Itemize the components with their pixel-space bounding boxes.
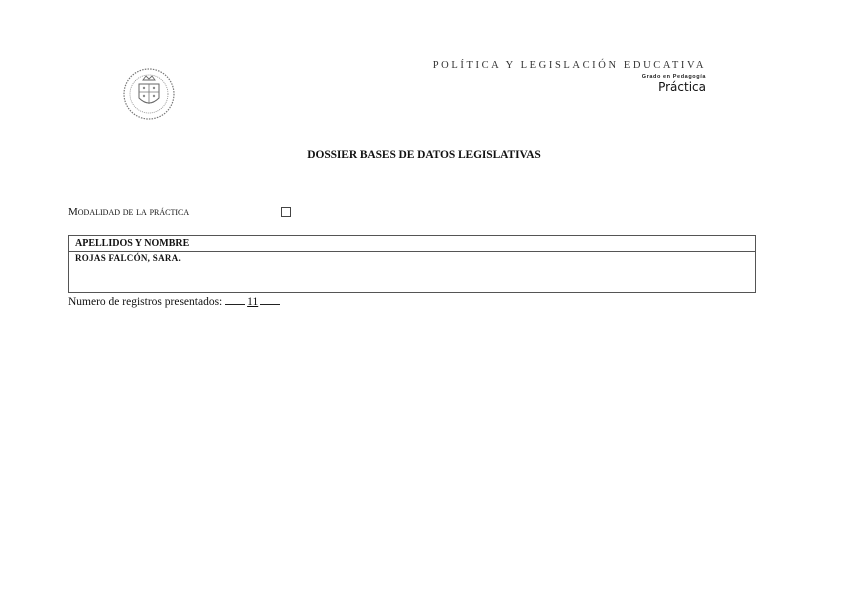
records-value: 11 (247, 296, 259, 308)
subtitle: Práctica (658, 80, 706, 94)
course-title: POLÍTICA Y LEGISLACIÓN EDUCATIVA (432, 60, 706, 71)
degree-label: Grado en Pedagogía (641, 74, 706, 80)
records-line (68, 294, 280, 308)
modality-checkbox[interactable] (281, 207, 291, 217)
table-header: APELLIDOS Y NOMBRE (69, 236, 755, 252)
modality-label (68, 206, 189, 218)
university-seal-logo (122, 66, 176, 122)
student-name-value: ROJAS FALCÓN, SARA. (75, 253, 182, 263)
modality-label-text: Modalidad de la práctica (68, 206, 190, 218)
records-blank-right (260, 294, 280, 305)
header-block (433, 60, 706, 94)
records-blank-left (225, 294, 245, 305)
records-label: Numero de registros presentados: (68, 296, 223, 308)
student-name-table (68, 235, 756, 293)
document-title: DOSSIER BASES DE DATOS LEGISLATIVAS (307, 149, 541, 161)
